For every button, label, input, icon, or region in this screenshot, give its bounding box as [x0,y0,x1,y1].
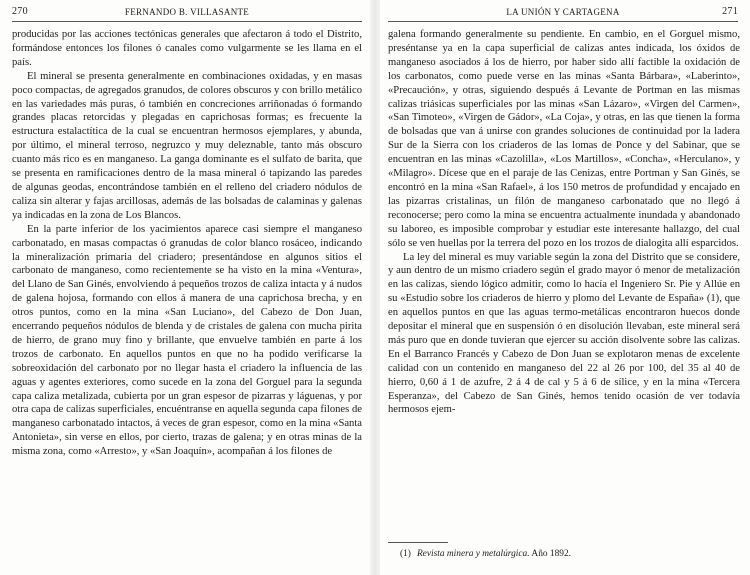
footnote-number: (1) [400,549,411,559]
right-running-head: LA UNIÓN Y CARTAGENA [506,7,620,17]
right-header-rule [388,21,738,22]
left-page [12,0,362,575]
paragraph: producidas por las acciones tectónicas generales que afectaron á todo el Distrito, formándose entonces los filones ó canales como vulgarmente se les llama en el país. [12,29,362,68]
footnote-title: Revista minera y metalúrgica. [416,549,530,559]
left-running-head: FERNANDO B. VILLASANTE [124,7,250,17]
paragraph: galena formando generalmente su pendiente. En cambio, en el Gorguel mismo, preséntanse ya en la capa superficial de calizas antes indicada, los óxidos de manganeso asociados á los de hierro, por haber sido allí factible la oxidación de los carbonatos, como puede verse en las minas «Santa Bárbara», «Laberinto», «Precaución», y otras, siguiendo después á Levante de Portman en las mismas calizas triásicas superficiales por las minas «San Lázaro», «Virgen del Carmen», «San Timoteo», «Virgen de Gádor», «La Coja», y otras, en las que tienen la forma de bolsadas que van á unirse con grandes soluciones de continuidad por la ladera Sur de la Sierra con los criaderos de las lomas de Ponce y del Sabinar, que se encuentran en las minas «Cazolilla», «Los Martillos», «Concha», «Herculano», y «Milagro». Dícese que en el paraje de las Cenizas, entre Portman y San Ginés, se encontró en la mina «San Rafael», á los 150 metros de profundidad y encajado en las pizarras cristalinas, un filón de manganeso carbonatado que no llegó á reconocerse; pero como la mina se encuentra actualmente inundada y abandonado su laboreo, es imposible comprobar y estudiar este interesante hallazgo, del cual sólo se ven huellas por la terrera del pozo en los trozos de dialogita allí esparcidos. [388,29,740,249]
right-page [388,0,738,575]
paragraph: La ley del mineral es muy variable según la zona del Distrito que se considere, y aun dentro de un mismo criadero según el grado mayor ó menor de metalización en las calizas, siendo lógico admitir, como lo hacía el Ingeniero Sr. Pie y Allúe en su «Estudio sobre los criaderos de hierro y plomo del Levante de España» (1), que en aquellos puntos en que las aguas termo-metálicas encontraron huecos donde depositar el mineral que en suspensión ó en disolución llevaban, este mineral será más puro que en donde tuvieran que ejercer su acción disolvente sobre las calizas. En el Barranco Francés y Cabezo de Don Juan se explotaron menas de excelente calidad con un contenido en manganeso del 22 al 26 por 100, del 35 al 40 de hierro, 0,60 á 1 de azufre, 2 á 4 de cal y 5 á 6 de sílice, y en la mina «Tercera Esperanza», del Cabezo de San Ginés, hemos tenido ocasión de ver todavía hermosos ejem- [388,251,740,416]
book-gutter [370,0,380,575]
right-page-header [388,6,738,20]
right-page-body [388,28,740,417]
left-page-header [12,6,362,20]
paragraph: En la parte inferior de los yacimientos aparece casi siempre el manganeso carbonatado, en masas compactas ó granudas de color blanco rosáceo, indicando la mineralización primaria del criadero; presentándose en algunos sitios el carbonato de manganeso, como recientemente se ha visto en la mina «Ventura», del Llano de San Ginés, envolviendo á pequeños trozos de caliza intacta y á nudos de galena hojosa, formando con ellos á manera de una caprichosa brecha, y en otros puntos, como en la mina «San Luciano», del Cabezo de Don Juan, encerrando pequeños nódulos de blenda y de cristales de galena con mucha pirita de hierro, de grano muy fino y brillante, que envuelve también en parte á los trozos de carbonato. En aquellos puntos en que no ha podido verificarse la sobreoxidación del carbonato por no llegar hasta el criadero la influencia de las aguas y agentes exteriores, como sucede en la zona del Gorguel para la segunda capa caliza metalizada, cubierta por un gran espesor de pizarras y láguenas, y por otra capa de calizas superficiales, encuéntranse en aquella segunda capa filones de manganeso carbonatado intactos, á veces de gran espesor, como en la mina «Santa Antonieta», sin verse en ellos, por cierto, trazas de galena; y en otras minas de la misma zona, como «Arresto», y «San Joaquín», acompañan á los filones de [12,223,362,458]
left-page-number: 270 [12,6,28,17]
left-header-rule [12,21,362,22]
footnote [388,548,738,560]
left-page-body [12,28,362,459]
footnote-rule [388,542,448,543]
right-page-number: 271 [722,6,738,17]
paragraph: El mineral se presenta generalmente en combinaciones oxidadas, y en masas poco compactas, de agregados granudos, de colores obscuros y con brillo metálico en las variedades más puras, ó también en concreciones arriñonadas ó formando grandes placas retorcidas y plegadas en caprichosas formas; es frecuente la estructura estalactítica de la cual se encuentran hermosos ejemplares, y abunda, por último, el mineral terroso, negruzco y muy deleznable, tanto más obscuro cuanto más rico es en manganeso. La ganga dominante es el sulfato de barita, que se presenta en ramificaciones dentro de la masa mineral ó tapizando las paredes de algunas geodas, encontrándose también en el relleno del criadero nódulos de caliza sin alterar y fajas arcillosas, además de las bolsadas de calaminas y galenas ya indicadas en la zona de Los Blancos. [12,70,362,221]
footnote-rest: Año 1892. [531,549,572,559]
